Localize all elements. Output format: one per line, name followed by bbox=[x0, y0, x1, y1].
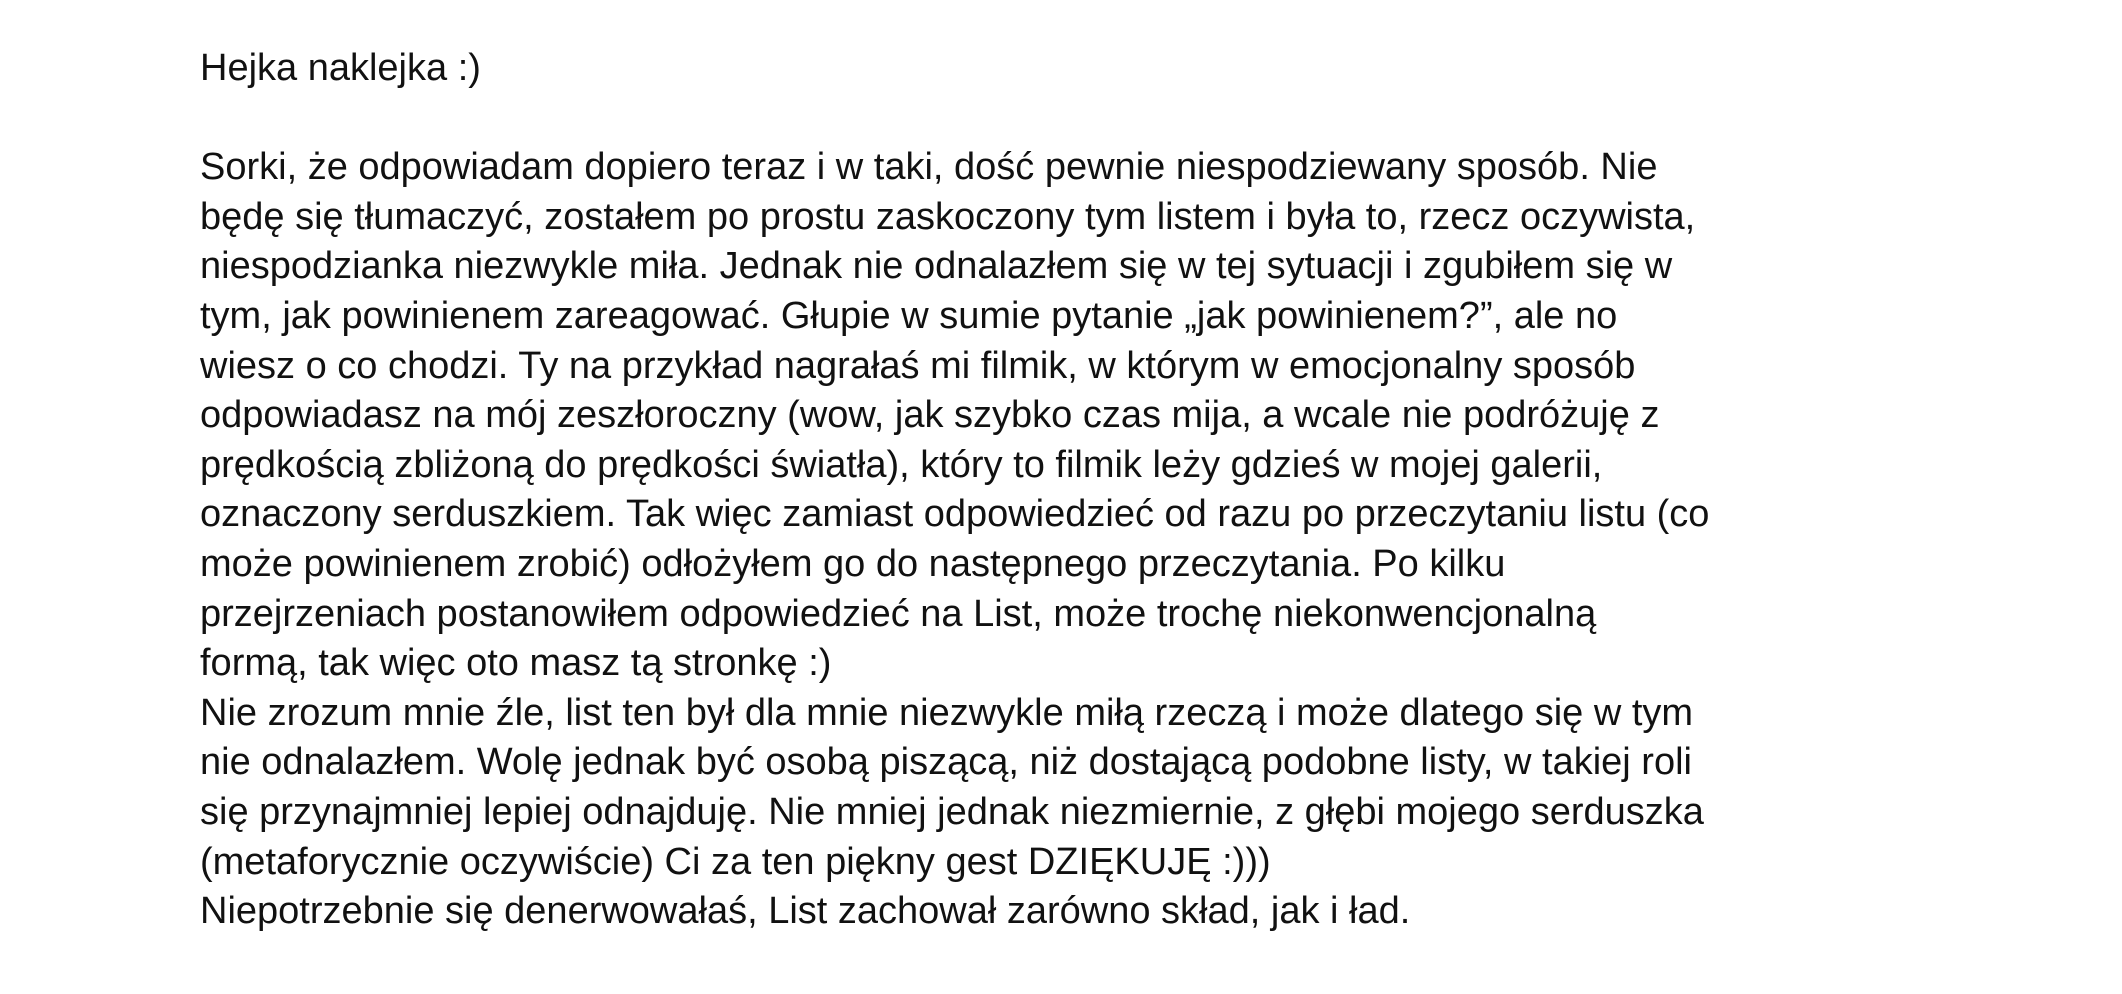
paragraph-line: może powinienem zrobić) odłożyłem go do następnego przeczytania. Po kilku bbox=[200, 542, 1506, 585]
paragraph-line: oznaczony serduszkiem. Tak więc zamiast odpowiedzieć od razu po przeczytaniu listu (co bbox=[200, 493, 1710, 536]
paragraph-line: się przynajmniej lepiej odnajduję. Nie mniej jednak niezmiernie, z głębi mojego serduszka bbox=[200, 790, 1704, 833]
letter-document bbox=[200, 44, 2000, 937]
greeting: Hejka naklejka :) bbox=[200, 47, 481, 89]
paragraph-line: odpowiadasz na mój zeszłoroczny (wow, jak szybko czas mija, a wcale nie podróżuję z bbox=[200, 394, 1660, 437]
paragraph-line: niespodzianka niezwykle miła. Jednak nie odnalazłem się w tej sytuacji i zgubiłem się w bbox=[200, 245, 1673, 288]
closing-line: Niepotrzebnie się denerwowałaś, List zachował zarówno skład, jak i ład. bbox=[200, 890, 1411, 933]
paragraph-2 bbox=[200, 689, 2000, 887]
paragraph-1 bbox=[200, 143, 2000, 689]
paragraph-line: wiesz o co chodzi. Ty na przykład nagrałaś mi filmik, w którym w emocjonalny sposób bbox=[200, 344, 1636, 387]
paragraph-line: nie odnalazłem. Wolę jednak być osobą piszącą, niż dostającą podobne listy, w takiej roli bbox=[200, 741, 1692, 784]
paragraph-line: przejrzeniach postanowiłem odpowiedzieć na List, może trochę niekonwencjonalną bbox=[200, 592, 1597, 635]
paragraph-line: prędkością zbliżoną do prędkości światła), który to filmik leży gdzieś w mojej galerii, bbox=[200, 443, 1603, 486]
blank-line bbox=[200, 94, 2000, 144]
paragraph-line: Nie zrozum mnie źle, list ten był dla mnie niezwykle miłą rzeczą i może dlatego się w tym bbox=[200, 691, 1694, 734]
paragraph-line: będę się tłumaczyć, zostałem po prostu zaskoczony tym listem i była to, rzecz oczywista, bbox=[200, 195, 1696, 238]
paragraph-line: formą, tak więc oto masz tą stronkę :) bbox=[200, 642, 832, 685]
paragraph-line: (metaforycznie oczywiście) Ci za ten piękny gest DZIĘKUJĘ :))) bbox=[200, 840, 1271, 883]
paragraph-line: tym, jak powinienem zareagować. Głupie w sumie pytanie „jak powinienem?”, ale no bbox=[200, 294, 1618, 337]
paragraph-line: Sorki, że odpowiadam dopiero teraz i w taki, dość pewnie niespodziewany sposób. Nie bbox=[200, 146, 1658, 189]
